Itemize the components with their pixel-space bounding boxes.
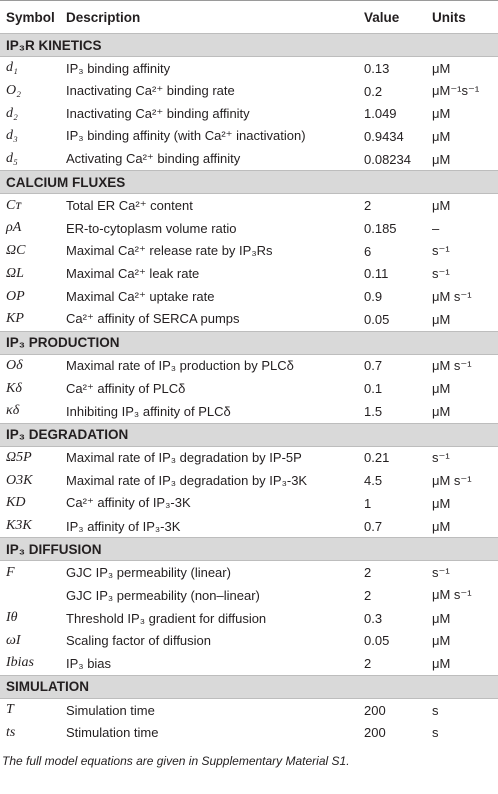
parameter-symbol: d₁ [6, 60, 18, 76]
section-title: IP₃ PRODUCTION [0, 331, 498, 354]
section-title: IP₃ DIFFUSION [0, 538, 498, 561]
parameter-symbol: OP [6, 288, 25, 304]
parameter-symbol: d₃ [6, 128, 18, 144]
parameter-symbol: ωI [6, 632, 21, 648]
parameter-value: 1.5 [364, 403, 383, 419]
parameter-description: Maximal rate of IP₃ degradation by IP₃-3K [66, 473, 308, 489]
table-row [0, 492, 498, 515]
section-title: SIMULATION [0, 675, 498, 698]
parameter-description: Inactivating Ca²⁺ binding rate [66, 83, 235, 99]
parameter-description: Maximal Ca²⁺ release rate by IP₃Rs [66, 243, 273, 259]
parameter-value: 0.05 [364, 633, 390, 649]
table-row [0, 722, 498, 745]
parameter-symbol: d₂ [6, 105, 18, 121]
header-value: Value [364, 9, 400, 25]
parameter-value: 0.9 [364, 289, 383, 305]
header-units: Units [432, 9, 466, 25]
section-title: IP₃ DEGRADATION [0, 423, 498, 446]
parameter-value: 2 [364, 587, 372, 603]
parameter-symbol: T [6, 702, 14, 718]
parameter-value: 0.21 [364, 450, 390, 466]
parameter-description: Simulation time [66, 702, 155, 718]
parameter-value: 6 [364, 243, 372, 259]
parameter-value: 4.5 [364, 473, 383, 489]
parameter-symbol [0, 584, 62, 607]
parameter-value: 0.1 [364, 381, 383, 397]
parameter-units: μM s⁻¹ [432, 357, 472, 373]
parameter-value: 0.2 [364, 83, 383, 99]
parameter-value: 0.11 [364, 266, 389, 282]
table-row [0, 354, 498, 377]
parameter-units: μM [432, 518, 451, 534]
parameter-description: ER-to-cytoplasm volume ratio [66, 220, 237, 236]
parameter-description: Inactivating Ca²⁺ binding affinity [66, 105, 250, 121]
parameter-units: μM [432, 655, 451, 671]
table-row [0, 561, 498, 584]
parameter-value: 0.7 [364, 358, 383, 374]
parameter-symbol: ts [6, 724, 16, 740]
parameter-symbol: ΩL [6, 265, 24, 281]
section-header [0, 423, 498, 446]
parameter-description: IP₃ binding affinity [66, 60, 171, 76]
parameter-units: μM⁻¹s⁻¹ [432, 83, 480, 99]
table-row [0, 515, 498, 538]
parameter-value: 2 [364, 565, 372, 581]
parameter-symbol: ρA [6, 220, 22, 236]
table-body [0, 34, 498, 745]
parameter-description: Ca²⁺ affinity of SERCA pumps [66, 311, 240, 327]
parameter-description: Total ER Ca²⁺ content [66, 197, 193, 213]
table-row [0, 263, 498, 286]
parameter-description: IP₃ binding affinity (with Ca²⁺ inactivation) [66, 128, 306, 144]
parameter-value: 0.185 [364, 220, 397, 236]
parameter-units: μM [432, 198, 451, 214]
parameter-symbol: Ω5P [6, 449, 32, 465]
parameter-units: μM [432, 633, 451, 649]
parameter-description: Threshold IP₃ gradient for diffusion [66, 610, 267, 626]
parameter-value: 1.049 [364, 106, 397, 122]
parameter-description: Maximal rate of IP₃ production by PLCδ [66, 358, 294, 374]
parameter-value: 200 [364, 702, 386, 718]
parameter-symbol: Cᴛ [6, 197, 21, 213]
table-header [0, 1, 498, 34]
parameter-symbol: F [6, 564, 15, 580]
parameter-symbol: d₅ [6, 151, 18, 167]
parameter-symbol: κδ [6, 403, 20, 419]
parameter-units: – [432, 220, 440, 236]
parameter-description: Inhibiting IP₃ affinity of PLCδ [66, 403, 231, 419]
parameter-symbol: Kδ [6, 380, 22, 396]
parameter-description: GJC IP₃ permeability (linear) [66, 565, 231, 581]
parameter-units: μM [432, 60, 451, 76]
parameter-symbol: KP [6, 311, 24, 327]
table-row [0, 377, 498, 400]
parameter-units: μM s⁻¹ [432, 288, 472, 304]
parameter-units: μM [432, 151, 451, 167]
section-header [0, 538, 498, 561]
parameter-description: GJC IP₃ permeability (non–linear) [66, 587, 260, 603]
table-row [0, 194, 498, 217]
table-row [0, 607, 498, 630]
section-header [0, 34, 498, 57]
parameter-value: 2 [364, 198, 372, 214]
parameter-units: μM [432, 128, 451, 144]
parameter-units: s⁻¹ [432, 564, 450, 580]
parameter-description: Ca²⁺ affinity of PLCδ [66, 380, 186, 396]
parameter-units: μM s⁻¹ [432, 587, 472, 603]
table-row [0, 629, 498, 652]
parameter-units: μM [432, 610, 451, 626]
table-row [0, 285, 498, 308]
parameter-units: μM s⁻¹ [432, 472, 472, 488]
parameter-value: 2 [364, 655, 372, 671]
parameter-value: 0.3 [364, 610, 383, 626]
table-row [0, 469, 498, 492]
parameter-description: Maximal Ca²⁺ leak rate [66, 265, 200, 281]
parameter-value: 0.9434 [364, 128, 404, 144]
parameter-symbol: Oδ [6, 357, 23, 373]
parameter-symbol: ΩC [6, 243, 26, 259]
parameter-units: μM [432, 403, 451, 419]
parameter-value: 200 [364, 725, 386, 741]
parameter-symbol: O₂ [6, 83, 21, 99]
parameter-description: IP₃ affinity of IP₃-3K [66, 518, 181, 534]
parameter-value: 0.13 [364, 60, 390, 76]
section-header [0, 331, 498, 354]
section-header [0, 171, 498, 194]
parameter-description: IP₃ bias [66, 655, 112, 671]
section-title: IP₃R KINETICS [0, 34, 498, 57]
header-symbol: Symbol [6, 9, 55, 25]
parameter-units: s [432, 725, 439, 741]
table-row [0, 400, 498, 423]
table-row [0, 446, 498, 469]
parameter-units: s⁻¹ [432, 243, 450, 259]
table-row [0, 217, 498, 240]
table-row [0, 584, 498, 607]
parameter-description: Ca²⁺ affinity of IP₃-3K [66, 495, 191, 511]
table-row [0, 698, 498, 721]
parameter-symbol: KD [6, 495, 26, 511]
parameter-symbol: K3K [6, 518, 32, 534]
parameter-description: Stimulation time [66, 725, 159, 741]
section-title: CALCIUM FLUXES [0, 171, 498, 194]
parameter-symbol: O3K [6, 472, 33, 488]
header-description: Description [66, 9, 141, 25]
parameter-units: μM [432, 106, 451, 122]
section-header [0, 675, 498, 698]
parameter-units: s⁻¹ [432, 449, 450, 465]
parameter-value: 1 [364, 495, 372, 511]
parameter-units: μM [432, 311, 451, 327]
parameter-value: 0.05 [364, 311, 390, 327]
parameter-units: μM [432, 495, 451, 511]
parameter-units: s [432, 702, 439, 718]
parameter-description: Scaling factor of diffusion [66, 633, 212, 649]
parameter-description: Maximal Ca²⁺ uptake rate [66, 288, 215, 304]
parameter-symbol: Ibias [6, 655, 34, 671]
table-row [0, 148, 498, 171]
table-row [0, 80, 498, 103]
parameter-units: s⁻¹ [432, 265, 450, 281]
table-row [0, 652, 498, 675]
table-row [0, 57, 498, 80]
table-row [0, 125, 498, 148]
parameter-value: 0.7 [364, 518, 383, 534]
parameter-units: μM [432, 381, 451, 397]
table-row [0, 102, 498, 125]
parameter-description: Maximal rate of IP₃ degradation by IP-5P [66, 450, 302, 466]
table-row [0, 308, 498, 331]
footnote: The full model equations are given in Supplementary Material S1. [2, 754, 350, 769]
parameter-symbol: Iθ [6, 610, 18, 626]
table-row [0, 240, 498, 263]
parameter-description: Activating Ca²⁺ binding affinity [66, 151, 241, 167]
parameter-value: 0.08234 [364, 151, 411, 167]
